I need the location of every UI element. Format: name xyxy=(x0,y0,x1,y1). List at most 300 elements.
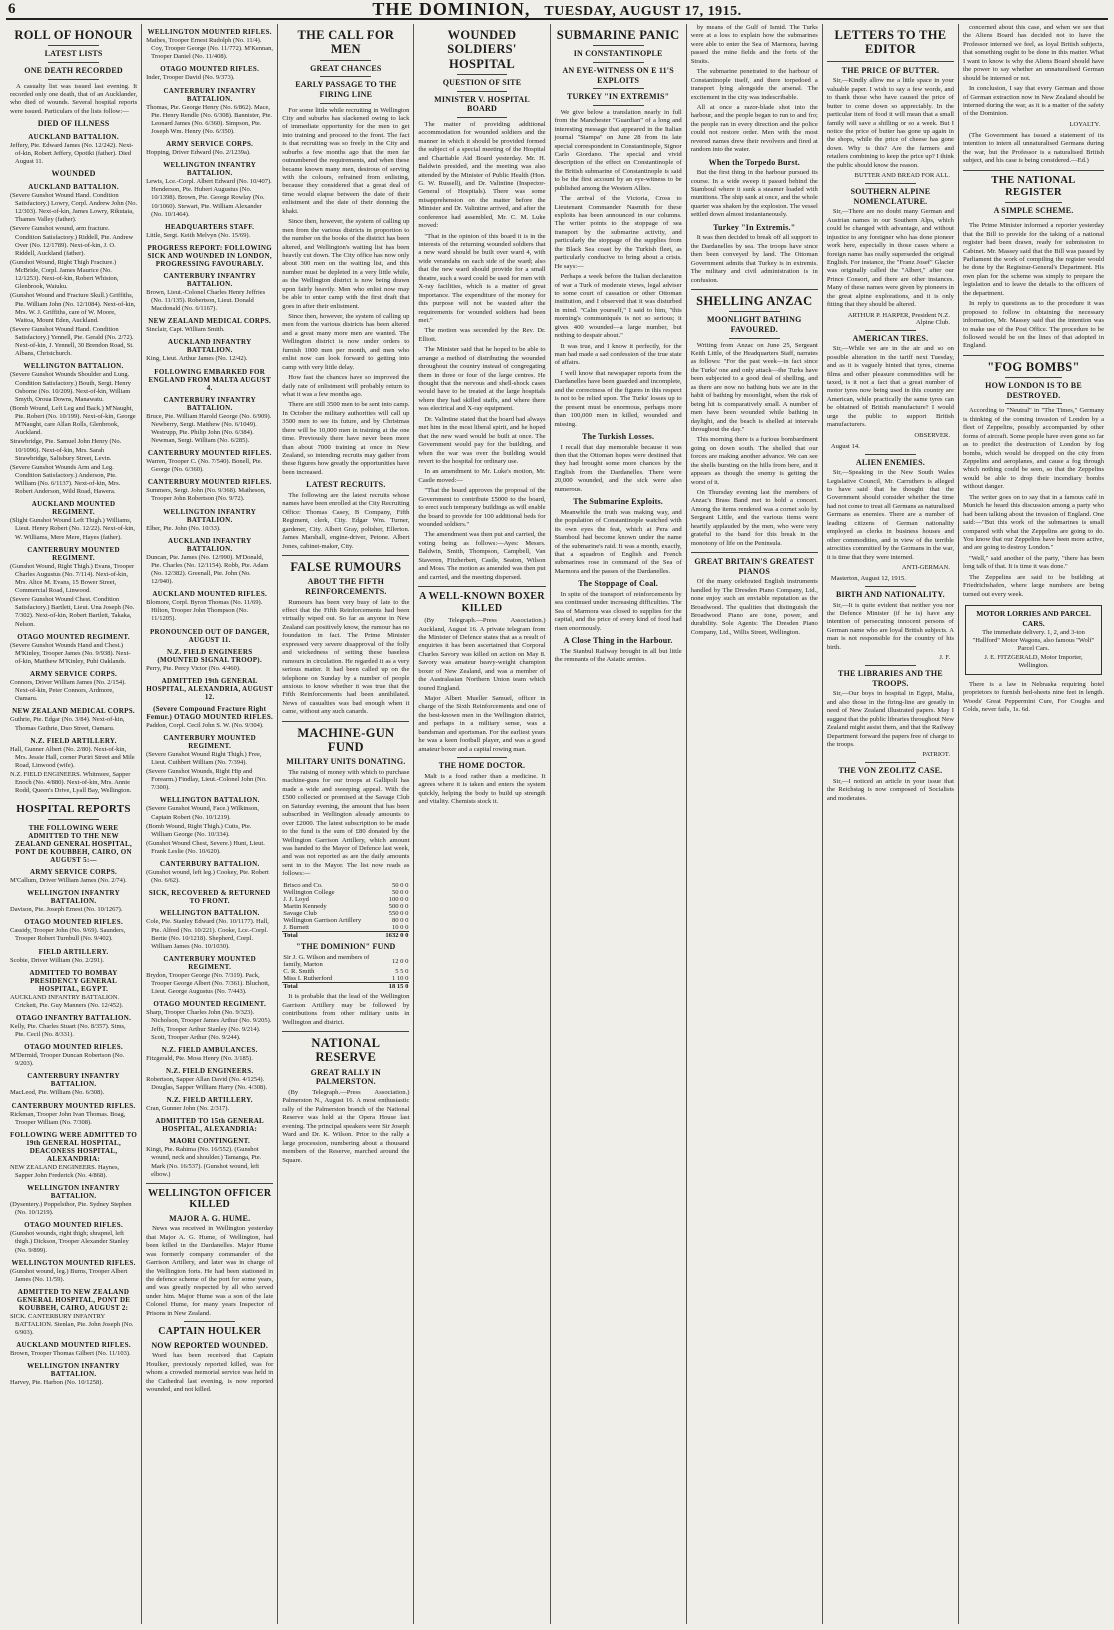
issue-date: TUESDAY, AUGUST 17, 1915. xyxy=(544,3,742,19)
admissions-list-2 xyxy=(146,272,273,364)
fund-row xyxy=(282,882,409,889)
simple-scheme-sub: A SIMPLE SCHEME. xyxy=(993,205,1074,215)
unit-heading: N.Z. FIELD AMBULANCES. xyxy=(161,1045,258,1054)
unit-heading: NEW ZEALAND MEDICAL CORPS. xyxy=(148,317,272,326)
turkish-losses-head: The Turkish Losses. xyxy=(582,431,655,441)
article-paragraph: Perhaps a week before the Italian declaration of war a Turk of moderate views, legal adviser to some court of cassation or other Ottoman institution, and I observed that it was disturbed in mind. "Calm yourself," I said to him, "this morning's communiqués is not so serious; it gives 400 wounded—a large number, but nothing to despair about." xyxy=(554,273,682,340)
casualty-entry: (Bomb Wound, Right Thigh.) Cutts, Pte. William George (No. 10/334). xyxy=(146,822,252,838)
unit-heading: N.Z. FIELD ENGINEERS. xyxy=(166,1066,254,1075)
latest-recruits-head: LATEST RECRUITS. xyxy=(306,480,386,490)
casualty-entry: (Severe Gunshot wound, arm fracture. Condition Satisfactory.) Riddell, Pte. Andrew Over (No. 12/1789). Next-of-kin, J. O. Riddell, Auckland (father). xyxy=(10,225,134,257)
submarine-exploits-head: The Submarine Exploits. xyxy=(573,497,663,507)
casualty-entry: (Gunshot Wound, Right Thigh.) Evans, Trooper Charles Augustus (No. 7/114). Next-of-kin, Mrs. Alice M. Evans, 15 Bower Street, Commercial Road, Linwood. xyxy=(10,562,135,594)
unit-heading: ARMY SERVICE CORPS. xyxy=(166,140,254,148)
article-paragraph: The Minister said that he hoped to be able to arrange a method of distributing the wounded throughout the country instead of congregating them in three or four of the large centres. He thought that the nervous and shell-shock cases would have to be treated at the large hospitals where they had skilled staffs, and where there was electrical and X-ray equipment. xyxy=(418,346,546,413)
unit-heading: CANTERBURY INFANTRY BATTALION. xyxy=(163,271,256,288)
unit-heading: WELLINGTON INFANTRY BATTALION. xyxy=(163,507,257,524)
unit-heading: WELLINGTON BATTALION. xyxy=(23,362,124,371)
admissions-list-3 xyxy=(146,396,273,624)
casualty-entry: AUCKLAND INFANTRY BATTALION. Crickett, Pte. Guy Manners (No. 12/452). xyxy=(10,993,124,1009)
casualty-entry: (Gunshot Wound, Right Thigh Fracture.) McBride, Corpl. James Maurice (No. 12/1253). Next-of-kin, Robert Whiston, Glenbrook, Waiuku. xyxy=(10,258,119,291)
great-chances-sub: GREAT CHANCES xyxy=(310,63,382,73)
unit-heading: CANTERBURY MOUNTED RIFLES. xyxy=(147,449,272,457)
unit-heading: AUCKLAND MOUNTED RIFLES. xyxy=(16,1341,131,1350)
divider xyxy=(457,91,508,92)
price-of-butter-text: Sir,—Kindly allow me a little space in your valuable paper. I wish to say a few words, and to thank those who have caused the price of butter to come down so appreciably. In the particular item of food it will mean that a small family will save a shilling or so a week. But I notice the price of butter has gone up again in the shops, while the price of cheese has gone down. Why is this? Are the farmers and retailers combining to keep the price up? I think the public should know the reason. xyxy=(826,77,954,169)
casualty-entry: Cole, Pte. Stanley Edward (No. 10/1177). Hall, Pte. Alfred (No. 10/221). Cooke, Lce.-Corpl. Bertie (No. 10/1218). Shepherd, Corpl. William James (No. 10/1030). xyxy=(146,918,269,950)
unit-heading: AUCKLAND MOUNTED RIFLES. xyxy=(152,590,268,599)
divider xyxy=(593,88,644,89)
casualty-entry: (Severe Gunshot Wound Hand. Condition Satisfactory.) Yennell, Pte. Gerald (No. 2/72). Next-of-kin, J. Yennell, 30 Brendon Road, St. Albans, Christchurch. xyxy=(10,325,134,358)
divider xyxy=(320,76,371,77)
motor-lorries-ad xyxy=(965,605,1102,675)
casualty-entry: Davison, Pte. Joseph Ernest (No. 10/1267). xyxy=(10,906,123,914)
false-rumours-title: FALSE RUMOURS xyxy=(290,560,402,574)
american-tires-head: AMERICAN TIRES. xyxy=(852,333,929,343)
fund-donor: Savage Club xyxy=(283,909,317,917)
turkey-extremis-head: Turkey "In Extremis." xyxy=(713,222,796,232)
latest-lists-subhead: LATEST LISTS xyxy=(44,49,103,59)
machine-gun-fund-text: The raising of money with which to purchase machine-guns for our troops at Gallipoli has made a wide and sweeping appeal. With the £500 collected or promised at the Savage Club on Saturday evening, the amount that has been subscribed in Wellington already amounts to over £2000. The latest subscription to be made to the fund is the sum of £80 donated by the Wellington Garrison Artillery, which amount was handed to the Mayor of Defence last week, and was not reported as are the daily amounts sent in to the Mayor. The list now reads as follows:— xyxy=(282,769,410,878)
column-6 xyxy=(687,24,823,1624)
letters-title: LETTERS TO THE EDITOR xyxy=(834,28,947,57)
submarine-panic-title: SUBMARINE PANIC xyxy=(556,28,680,42)
unit-heading: CANTERBURY MOUNTED RIFLES. xyxy=(147,478,272,487)
admissions-list-4 xyxy=(146,648,273,673)
casualty-entry: Sharp, Trooper Charles John (No. 9/323). Nicholson, Trooper James Arthur (No. 9/205). Jeffs, Trooper Arthur Stanley (No. 9/214). Scott, Trooper Arthur (No. 9/244). xyxy=(146,1009,272,1041)
casualty-entry: M'Callum, Driver William James (No. 2/74). xyxy=(10,877,127,885)
turkey-extremis-text: It was then decided to break off all support to the Dardanelles by sea. The troops have since then been conveyed by land. The Ottoman Government admits that Turkey is in extremis. The military and civil administration is in confusion. xyxy=(690,234,818,284)
turkish-losses-text: I recall that day memorable because it was then that the Ottoman hopes were destined that they had brought some more chances by the English from the Dardanelles. There were 20,000 wounded, and the sick were also numerous. xyxy=(554,443,682,493)
unit-heading: OTAGO MOUNTED RIFLES. xyxy=(24,918,124,927)
casualty-entry: Paddon, Corpl. Cecil John S. W. (No. 9/304). xyxy=(146,721,264,729)
question-of-site-sub: QUESTION OF SITE xyxy=(442,78,522,88)
casualty-entry: Duncan, Pte. James (No. 12/990). M'Donald, Pte. Charles (No. 12/1154). Robb, Pte. Adam (No. 12/382). Greenall, Pte. John (No. 12/940). xyxy=(146,553,269,585)
national-reserve-sub: GREAT RALLY IN PALMERSTON. xyxy=(310,1067,382,1087)
casualty-entry: Scobie, Driver William (No. 2/291). xyxy=(10,956,105,964)
moonlight-bathing-sub: MOONLIGHT BATHING FAVOURED. xyxy=(707,315,802,334)
divider xyxy=(320,60,371,61)
unit-heading: AUCKLAND INFANTRY BATTALION. xyxy=(167,536,252,553)
national-register-text: The Prime Minister informed a reporter yesterday that the Bill to provide for the taking of a national register had been drawn, ready for submission to Cabinet. Mr. Massey said that the Bill was passed by Parliament the work of compiling the register would be done by the Registrar-General's Department. His own plan for the scheme was simply to prepare the legislation and to leave the details to the officers of the department. xyxy=(962,222,1105,297)
unit-heading: FIELD ARTILLERY. xyxy=(38,947,109,956)
american-tires-text: Sir,—While we are in the air and so on possible alteration in the tariff next Tuesday, and as it is vaguely hinted that tyres, cinema films and other pleasure commodities will be taxed, is it not a fact that a great number of motor tyres now being used in this country are American, while practically the same tyres can be obtained of British manufacture? I would urge the public to support British manufacturers. xyxy=(826,345,954,429)
casualty-entry: Inder, Trooper David (No. 9/373). xyxy=(146,74,235,82)
tires-signature: OBSERVER. xyxy=(914,431,950,439)
unit-heading: AUCKLAND BATTALION. xyxy=(28,132,119,141)
unit-heading: OTAGO INFANTRY BATTALION. xyxy=(15,1013,132,1022)
zeolitz-head: THE VON ZEOLITZ CASE. xyxy=(838,766,943,776)
unit-heading: AUCKLAND MOUNTED REGIMENT. xyxy=(31,500,116,517)
officer-killed-sub: MAJOR A. G. HUME. xyxy=(169,1213,251,1223)
alien-signature: ANTI-GERMAN. xyxy=(901,563,950,571)
casualty-entry: King, Lieut. Arthur James (No. 12/42). xyxy=(146,355,248,363)
casualty-entry: (Severe Gunshot Wound Hand. Condition Satisfactory.) Lowry, Corpl. Andrew John (No. 12/303). Next-of-kin, James Lowry, Rikutaia, Thames Valley (father). xyxy=(10,191,138,224)
article-paragraph: The matter of providing additional accommodation for wounded soldiers and the manner in which it should be provided formed the subject of a special meeting of the Hospital and Charitable Aid Board yesterday. Mr. H. Baldwin presided, and the meeting was also attended by the Minister of Public Health (Hon. G. W. Russell), and Dr. Valintine (Inspector-General of Hospitals). There was some misapprehension on the matter before the Minister and Dr. Valintine arrived, and after the conference had assembled, Mr. C. M. Luke moved: xyxy=(418,120,546,230)
sick-recovered-head: SICK, RECOVERED & RETURNED TO FRONT. xyxy=(148,889,271,906)
hospital-title: WOUNDED SOLDIERS' HOSPITAL xyxy=(447,28,517,71)
unit-heading: WELLINGTON INFANTRY BATTALION. xyxy=(27,1362,121,1379)
casualty-entry: N.Z. FIELD ENGINEERS. Whitmore, Sapper Enoch (No. 4/880). Next-of-kin, Mrs. Annie Rodd, Queen's Drive, Lyall Bay, Wellington. xyxy=(10,771,132,795)
divider xyxy=(865,183,916,184)
one-death-subhead: ONE DEATH RECORDED xyxy=(24,65,123,75)
casualty-entry: (Gunshot Wound and Fracture Skull.) Griffiths, Pte. William John (No. 12/1084). Next-of-kin, Mrs. W. J. Griffiths, care of W. Moore, Waitoa, Mount Eden, Auckland. xyxy=(10,292,136,324)
casualty-entry: Thomas, Pte. George Henry (No. 6/862). Mace, Pte. Henry Rendle (No. 6/308). Bannister, Pte. Leonard James (No. 6/360). Simpson, Pte. Joseph Wm. Henry (No. 6/350). xyxy=(146,103,273,135)
unit-heading: CANTERBURY MOUNTED REGIMENT. xyxy=(163,954,256,971)
article-paragraph: In conclusion, I say that every German and those of German extraction now in New Zealand should be interned during the war, as it is a matter of the safety of the Dominion. xyxy=(962,85,1105,118)
masthead xyxy=(6,0,1108,20)
fund-row xyxy=(282,917,409,924)
casualty-entry: Warren, Trooper C. (No. 7/540). Bonell, Pte. George (No. 6/360). xyxy=(146,458,263,474)
fund-donor: Miss I. Rutherford xyxy=(283,975,333,983)
fund-note: It is probable that the lead of the Wellington Garrison Artillery may be followed by contributions from other military units in Wellington and district. xyxy=(282,993,410,1026)
article-paragraph: Dr. Valintine stated that the board had always met him in the most liberal spirit, and he hoped that the new ward would be built at once. The Government would pay for the building, and when the war was over the building would revert to the hospital for ordinary use. xyxy=(418,415,546,465)
fog-bombs-text-3: "Well," said another of the party, "there has been long talk of that. It is time it was done." xyxy=(962,554,1105,571)
masthead-center xyxy=(372,0,741,20)
fund-donor: C. R. Smith xyxy=(283,968,315,976)
casualty-entry: (Gunshot wounds, right thigh; shrapnel, left thigh.) Dickson, Trooper Alexander Stanley (No. 9/899). xyxy=(10,1230,129,1254)
admitted-15th-head: ADMITTED TO 15th GENERAL HOSPITAL, ALEXANDRIA: xyxy=(155,1117,265,1134)
casualty-entry: Sinclair, Capt. William Smith. xyxy=(146,326,225,334)
fund-row xyxy=(282,983,409,991)
call-for-men-body xyxy=(282,107,409,478)
casualty-entry: (Gunshot wound, left leg.) Cookey, Pte. Robert (No. 6/62). xyxy=(146,869,269,885)
article-paragraph: It was true, and I know it perfectly, for the man had made a sad confession of the true state of affairs. xyxy=(554,342,682,367)
hospital-intro: THE FOLLOWING WERE ADMITTED TO THE NEW ZEALAND GENERAL HOSPITAL, PONT DE KOUBBEH, CAIRO, ON AUGUST 5:— xyxy=(15,824,132,865)
fund-donor: J. J. Loyd xyxy=(283,895,309,903)
fund-row xyxy=(282,889,409,896)
fund-row xyxy=(282,931,409,939)
machine-gun-fund-title: MACHINE-GUN FUND xyxy=(297,725,395,755)
national-register-text-2: In reply to questions as to the procedure it was proposed to follow in obtaining the necessary information, Mr. Massey said that the intention was to make use of the Post Office. The procedure to be followed would be on the lines of that adopted in England. xyxy=(962,300,1105,350)
divider xyxy=(282,721,409,722)
unit-heading: N.Z. FIELD ARTILLERY. xyxy=(30,736,117,745)
butter-signature: BUTTER AND BREAD FOR ALL. xyxy=(854,172,950,180)
casualty-entry: (Severe Gunshot Wound Chest. Condition Satisfactory.) Bartlett, Lieut. Una Joseph (No. 7/302). Next-of-kin, Robert Bartlett, Takaka, Nelson. xyxy=(10,596,135,628)
fund-row xyxy=(282,896,409,903)
columns xyxy=(6,24,1108,1624)
divider xyxy=(593,105,644,106)
divider xyxy=(865,330,916,331)
divider xyxy=(184,1321,235,1322)
casualty-entry: Brydon, Trooper George (No. 7/319). Pack, Trooper George Albert (No. 7/361). Bluchott, Lieut. George Augustus (No. 7/443). xyxy=(146,971,270,996)
libraries-head: THE LIBRARIES AND THE TROOPS. xyxy=(838,669,943,688)
casualty-entry: Summers, Sergt. John (No. 9/368). Matheson, Trooper John Robertson (No. 9/72). xyxy=(146,487,266,503)
admissions-list-1 xyxy=(146,28,273,240)
casualty-entry: Bruce, Pte. William Harold George (No. 6/909). Newberry, Sergt. Matthew (No. 6/1049). Westrupp, Pte. Philip John (No. 6/384). Newman, Sergt. William (No. 6/285). xyxy=(146,412,272,444)
fund-amount: 5 5 0 xyxy=(395,968,409,976)
stoppage-of-coal-text: In spite of the transport of reinforcements by sea continued under increasing difficulties. The Sea of Marmora was closed to supplies for the capital, and the price of every kind of food had risen enormously. xyxy=(554,590,682,632)
casualty-entry: Rickman, Trooper John Ivan Thomas. Boag, Trooper William (No. 7/308). xyxy=(10,1110,126,1126)
column-3 xyxy=(278,24,414,1624)
fund-amount: 1 10 0 xyxy=(391,975,409,983)
unit-heading: CANTERBURY MOUNTED REGIMENT. xyxy=(163,733,256,750)
divider xyxy=(418,586,545,587)
divider xyxy=(146,1183,273,1184)
casualty-entry: Strawbridge, Pte. Samuel John Henry (No. 10/1096). Next-of-kin, Mrs. Sarah Strawbridge, Salisbury Street, Levin. xyxy=(10,438,122,462)
birth-nationality-text: Sir,—It is quite evident that neither you nor the Defence Minister (if he is) have any intention of persecuting innocent persons of German name who are loyal British subjects. A man is not responsible for the country of his birth. xyxy=(826,601,954,651)
casualty-entry: Hall, Gunner Albert (No. 2/80). Next-of-kin, Mrs. Jessie Hall, corner Puriri Street and Mile Road, Linwood (wife). xyxy=(10,745,135,769)
price-of-butter-head: THE PRICE OF BUTTER. xyxy=(841,65,940,75)
casualty-entry: Brown, Trooper Thomas Gilbert (No. 11/103). xyxy=(10,1350,131,1358)
divider xyxy=(691,289,818,290)
unit-heading: ARMY SERVICE CORPS. xyxy=(30,868,118,877)
libraries-signature: PATRIOT. xyxy=(922,751,950,759)
dominion-fund-head: "THE DOMINION" FUND xyxy=(296,941,396,951)
unit-heading: OTAGO MOUNTED RIFLES. xyxy=(24,1221,124,1230)
unit-heading: AUCKLAND BATTALION. xyxy=(28,182,119,191)
unit-heading: OTAGO MOUNTED RIFLES. xyxy=(160,65,260,74)
peppermint-cure-text: There is a law in Nebraska requiring hotel proprietors to furnish bed-sheets nine feet in length. Woods' Great Peppermint Cure, For Coughs and Colds, never fails, 1s. 6d. xyxy=(962,680,1105,714)
casualty-entry: Connors, Driver William James (No. 2/154). Next-of-kin, Peter Connors, Ardmore, Oamaru. xyxy=(10,679,126,703)
editor-note: (The Government has issued a statement of its intention to intern all unnaturalised Germans during the war, but the Professor is a naturalised British subject, and his case is being considered.—Ed.) xyxy=(962,131,1105,165)
unit-heading: WELLINGTON BATTALION. xyxy=(159,909,260,918)
pianos-text: Of the many celebrated English instruments handled by The Dresden Piano Company, Ltd., none enjoy such an enviable reputation as the Broadwood. The qualities that distinguish the Broadwood Piano are tone, power, and durability. Sole Agents: The Dresden Piano Company, Ltd., Willis Street, Wellington. xyxy=(690,578,818,636)
machine-gun-fund-sub: MILITARY UNITS DONATING. xyxy=(286,757,406,767)
admissions-list-7 xyxy=(146,1137,273,1179)
pianos-head: GREAT BRITAIN'S GREATEST PIANOS xyxy=(694,557,815,576)
unit-heading: CANTERBURY INFANTRY BATTALION. xyxy=(163,395,256,412)
divider xyxy=(1005,403,1061,404)
fund-amount: 50 0 0 xyxy=(391,888,409,896)
fund-donor: J. Burnett xyxy=(283,923,309,931)
wounded-list xyxy=(10,183,137,796)
casualty-entry: (Severe Gunshot Wounds, Right Hip and Forearm.) Findlay, Lieut.-Colonel John (No. 7/300). xyxy=(146,768,267,792)
call-for-men-title: THE CALL FOR MEN xyxy=(297,28,395,57)
casualty-entry: M'Dermid, Trooper Duncan Robertson (No. 9/203). xyxy=(10,1052,125,1068)
column-1 xyxy=(6,24,142,1624)
boxer-killed-text: (By Telegraph.—Press Association.) Auckland, August 16. A private telegram from the Minister of Defence states that as a result of enquiries it has been ascertained that Corporal Charles Savory was killed on action on May 8. Savory was amateur heavy-weight champion boxer of New Zealand, and was a member of the Australasian Northern Union team which toured England. xyxy=(418,617,546,692)
column-7 xyxy=(823,24,959,1624)
unit-heading: N.Z. FIELD ARTILLERY. xyxy=(166,1096,253,1105)
divider xyxy=(48,798,99,799)
unit-heading: WELLINGTON MOUNTED RIFLES. xyxy=(11,1258,136,1267)
hospital-body xyxy=(418,121,545,582)
fund-row xyxy=(282,910,409,917)
casualty-entry: SICK. CANTERBURY INFANTRY BATTALION. Stenlan, Pte. John Joseph (No. 6/903). xyxy=(10,1312,134,1337)
torpedo-burst-head: When the Torpedo Burst. xyxy=(708,157,800,167)
fog-bombs-text-2: The writer goes on to say that in a famous café in Munich he heard this discussion among a party who had been talking about the invasion of England. One said:—"But this work of the submarines is small compared with what the Zeppelins are going to do. You know that our Zeppelins have been more active, and are going to destroy London." xyxy=(962,493,1105,552)
fund-amount: 10 0 0 xyxy=(391,923,409,931)
shelling-anzac-title: SHELLING ANZAC xyxy=(696,294,813,308)
early-passage-sub: EARLY PASSAGE TO THE FIRING LINE xyxy=(295,80,397,99)
casualty-entry: (Slight Gunshot Wound Left Thigh.) Williams, Lieut. Henry Robert (No. 12/22). Next-of-kin, W. Williams, Mere Mere, Hayes (father). xyxy=(10,517,136,541)
fund-amount: 100 0 0 xyxy=(388,895,409,903)
column-2 xyxy=(142,24,278,1624)
casualty-entry: Little, Sergt. Keith Melvyn (No. 15/69). xyxy=(146,231,251,239)
wounded-head: WOUNDED xyxy=(51,169,96,179)
article-paragraph: The motion was seconded by the Rev. Dr. Elliott. xyxy=(418,327,546,343)
article-paragraph: Since then, however, the system of calling up men from the various districts has been altered and a great many more men are wanted. The Wellington district is now under orders to furnish 1000 men per month, and men who enlist now can look forward to getting into camp with very little delay. xyxy=(282,313,410,371)
divider xyxy=(1005,218,1061,219)
submarine-continued xyxy=(691,24,818,155)
article-paragraph: I well know that newspaper reports from the Dardanelles have been guarded and incomplete, and the correctness of the figures in this respect is not to be relied upon. The Turks' losses up to the present must be enormous, perhaps more than 100,000 men in killed, wounded and missing. xyxy=(554,369,682,428)
article-paragraph: The amendment was then put and carried, the voting being as follows:—Ayes: Messrs. Baldwin, Smith, Thompson, Campbell, Van Staveren, Fitzherbert, Castle, Seaton, Wilson and Moss. The motion as amended was then put and carried, and the meeting dispersed. xyxy=(418,531,546,581)
boxer-killed-title: A WELL-KNOWN BOXER KILLED xyxy=(419,591,545,614)
casualty-entry: Perry, Pte. Percy Victor (No. 4/460). xyxy=(146,664,241,672)
unit-heading: OTAGO MOUNTED REGIMENT. xyxy=(153,1000,267,1009)
major-samuel-text: Major Albert Mueller Samuel, officer in charge of the Sixth Reinforcements and one of the best-known men in the Wellington district, and perhaps in a military sense, was a bandsman and sportsman. For the earliest years he was a keen football player, and was a good amateur boxer and a capital rowing man. xyxy=(418,695,546,753)
embarked-head: FOLLOWING EMBARKED FOR ENGLAND FROM MALTA AUGUST 4. xyxy=(148,367,271,392)
fund-donor: Total xyxy=(282,983,387,991)
fund-amount: 12 0 0 xyxy=(391,957,409,965)
casualty-entry: Guthrie, Pte. Edgar (No. 3/84). Next-of-kin, Thomas Guthrie, Duo Street, Oamaru. xyxy=(10,716,125,732)
alpine-text: Sir,—There are no doubt many German and Austrian names in our Southern Alps, which could be changed with advantage, and without injustice to any foreigner who has done pioneer work here, especially in those cases where a foreign name has really superseded the original English. For instance, the "Franz Josef" Glacier was originally called the "Albert," after our Prince Consort, and there are other instances. Many of these names were given by pioneers in the great alpine explorations, and it is only fitting that they should be altered. xyxy=(826,208,954,309)
divider xyxy=(865,454,916,455)
fund-donor: Martin Kennedy xyxy=(283,902,327,910)
minister-board-sub: MINISTER V. HOSPITAL BOARD xyxy=(434,94,530,114)
motor-lorries-ad-title: MOTOR LORRIES AND PARCEL CARS. xyxy=(976,609,1091,628)
divider xyxy=(963,170,1104,171)
article-paragraph: "That the board approves the proposal of the Government to contribute £5000 to the board, to erect such temporary buildings as will enable the board to provide for 100 additional beds for wounded soldiers." xyxy=(418,487,546,529)
casualty-entry: (Bomb Wound, Left Leg and Back.) M'Naught, Pte. Robert (No. 10/199). Next-of-kin, George M'Naught, care Allan Rolls, Glenbrook, Auckland. xyxy=(10,404,136,437)
divider xyxy=(963,355,1104,356)
article-paragraph: Since then, however, the system of calling up men from the various districts in proportion to the number on the books of the district has been altered, and Wellington's waiting list has been heavily cut down. The City office has now only about 300 men on the waiting list, and this number must be depleted in a very little while, as the Wellington district is now being drawn upon fairly heavily. Men who enlist now may be able to enter camp with the first draft that goes in after their enlistment. xyxy=(282,218,410,310)
unit-heading: NEW ZEALAND MEDICAL CORPS. xyxy=(12,707,135,716)
unit-heading: N.Z. FIELD ENGINEERS (MOUNTED SIGNAL TROOP). xyxy=(157,647,262,664)
close-thing-head: A Close Thing in the Harbour. xyxy=(563,636,673,646)
captain-houlker-sub: NOW REPORTED WOUNDED. xyxy=(151,1340,269,1350)
fund-amount: 50 0 0 xyxy=(391,881,409,889)
fog-bombs-sub: HOW LONDON IS TO BE DESTROYED. xyxy=(985,381,1082,400)
fund-amount: 500 0 0 xyxy=(388,902,409,910)
shelling-anzac-text: Writing from Anzac on June 25, Sergeant Keith Little, of the Headquarters Staff, narrates as follows: "For the past week—in fact since the Turks' one and only attack—the Turks have been subjected to a good deal of shelling, and as there are now no bathing huts we are in the habit of bathing by moonlight, when the risk of being hit is comparatively small. A number of men have been wounded while bathing in daylight, and the beach is shelled at intervals throughout the day." xyxy=(690,341,818,433)
latest-recruits-text: The following are the latest recruits whose names have been enrolled at the City Recruiting Office: Thomas Casey, B Company, Fifth Regiment, clerk, City. Edgar Wm. Turner, gardener, City. Albert Gray, polisher, Ellerton. James Marshall, engine-driver, Petone. Albert Jones, cabinet-maker, City. xyxy=(282,491,410,550)
article-paragraph: All at once a razor-blade shot into the harbour, and the people began to run to and fro; the people ran in every direction and the police could not restore order. Men with the most revered names drew their revolvers and fired at random into the water. xyxy=(690,103,818,154)
fund-row xyxy=(282,903,409,910)
casualty-entry: (Severe Gunshot Wound Right Thigh.) Free, Lieut. Cuthbert William (No. 7/394). xyxy=(146,750,262,766)
admitted-19th-head: ADMITTED 19th GENERAL HOSPITAL, ALEXANDRIA, AUGUST 12. xyxy=(146,676,274,701)
divider xyxy=(48,79,99,80)
unit-heading: HEADQUARTERS STAFF. xyxy=(165,222,255,231)
stoppage-of-coal-head: The Stoppage of Coal. xyxy=(578,579,659,589)
fund-amount: 1632 0 0 xyxy=(379,931,409,939)
divider xyxy=(865,762,916,763)
out-of-danger-head: PRONOUNCED OUT OF DANGER, AUGUST 11. xyxy=(149,627,270,644)
divider xyxy=(593,62,644,63)
casualty-entry: NEW ZEALAND ENGINEERS. Haynes, Sapper John Frederick (No. 4/868). xyxy=(10,1163,120,1179)
unit-heading: OTAGO MOUNTED REGIMENT. xyxy=(17,632,130,641)
divider xyxy=(48,45,99,46)
tires-date: August 14. xyxy=(830,442,860,450)
fund-donor: Wellington Garrison Artillery xyxy=(283,916,362,924)
fund-amount: 80 0 0 xyxy=(391,916,409,924)
progress-report-head: PROGRESS REPORT: FOLLOWING SICK AND WOUNDED IN LONDON, PROGRESSING FAVOURABLY. xyxy=(147,243,272,268)
article-paragraph: concerned about this case, and when we see that the Aliens Board has decided not to have the Professor interned we feel, as loyal British subjects, that something ought to be done in this matter. What I want to know is why the Aliens Board should have the power to say whether an unnaturalised German should be interned or not. xyxy=(962,24,1105,82)
fund-row xyxy=(282,954,409,968)
fog-bombs-text: According to "Neutral" in "The Times," Germany is thinking of the coming invasion of London by a fleet of Zeppelins, possibly accompanied by other forms of aircraft. Some people have even gone so far as to predict the destruction of London by fog bombs, which would be dropped on the city from Zeppelins and aeroplanes, and cause a fog through which nothing could be seen, so that the Zeppelins would be able to drop their incendiary bombs without danger. xyxy=(962,407,1105,491)
article-paragraph: In an amendment to Mr. Luke's motion, Mr. Castle moved:— xyxy=(418,468,546,484)
fog-bombs-text-4: The Zeppelins are said to be building at Friedrichshafen, where large numbers are being turned out every week. xyxy=(962,573,1105,598)
fund-amount: 18 15 0 xyxy=(388,983,409,991)
shelling-anzac-text-2: This morning there is a furious bombardment going on down south. The shelled that our forces are making another advance. We can see the shells bursting on the hills from here, and it appears as though the enemy is getting the worst of it. xyxy=(690,436,818,486)
fund-row xyxy=(282,924,409,932)
article-paragraph: "That in the opinion of this board it is in the interests of the returning wounded soldiers that a new ward should be built over ward 4, with wide verandahs on each side of the ward; also that the new ward should provide for a small theatre, such a ward could be used for men with X-ray facilities, which is a matter of great importance. The expenditure of the money for this purpose will not be wasted after the requirements for wounded soldiers had been met." xyxy=(418,232,546,324)
article-paragraph: We give below a translation nearly in full from the Manchester "Guardian" of a long and interesting message that appeared in the Italian journal "Stampa" on June 28 from its late special correspondent in Constantinople, Signor Carlo Giordano. The special and vivid description of the effect on Constantinople of the British submarine of Constantinople is said to be the first account by an eye-witness to be published among the Western Allies. xyxy=(554,108,682,192)
casualty-entry: Kelly, Pte. Charles Stuart (No. 8/357). Sims, Pte. Cecil (No. 8/331). xyxy=(10,1022,126,1039)
died-list xyxy=(10,133,137,166)
article-paragraph: For some little while recruiting in Wellington City and suburbs has slackened owing to lack of immediate opportunity for the men to get into training and proceed to the front. The fact is that recruiting was so freely in the City and suburbs a few months ago that the men far outnumbered the requirements, and when these became known many men, desirous of serving with the colours, refrained from enlisting, because they considered that a great deal of time would elapse between the date of their enlistment and the date of their donning the khaki. xyxy=(282,106,410,215)
divider xyxy=(48,819,99,820)
divider xyxy=(729,311,780,312)
false-rumours-text: Rumours has been very busy of late to the effect that the Fifth Reinforcements had been virtually wiped out. So far as anyone in New Zealand can positively know, the rumour has no foundation in fact. The Prime Minister expressed very severe disapproval of the folly and wickedness of setting these baseless rumours in circulation. He regarded it as a very serious matter. It had been called up on the telephone on Sunday by a number of people anxious to know whether it was true that the Fifth Reinforcements had been annihilated. News of casualties was bad enough when it came, without any such canards. xyxy=(282,598,410,716)
divider xyxy=(320,103,371,104)
roll-intro: A casualty list was issued last evening. It recorded only one death, that of an Aucklander, who died of wounds. Several hospital reports were issued. Particulars of the lists follow:— xyxy=(10,82,138,115)
unit-heading: ADMITTED TO NEW ZEALAND GENERAL HOSPITAL, PONT DE KOUBBEH, CAIRO, AUGUST 2: xyxy=(16,1287,131,1312)
unit-heading: (Severe Compound Fracture Right Femur.) OTAGO MOUNTED RIFLES. xyxy=(146,704,274,721)
column-8 xyxy=(959,24,1108,1624)
zeolitz-text: Sir,—I noticed an article in your issue that the Reichstag is now composed of Socialists and moderates. xyxy=(826,778,954,802)
motor-lorries-ad-text: The immediate delivery. 1, 2, and 3-ton "Hallford" Motor Wagons, also famous "Wolf" Parcel Cars. xyxy=(972,628,1095,653)
constantinople-sub: IN CONSTANTINOPLE xyxy=(573,49,663,59)
unit-heading: OTAGO MOUNTED RIFLES. xyxy=(24,1043,124,1052)
roll-of-honour-title: ROLL OF HONOUR xyxy=(14,28,133,42)
officer-killed-head: WELLINGTON OFFICER KILLED xyxy=(148,1187,272,1211)
motor-lorries-ad-signature: J. E. FITZGERALD, Motor Importer, Wellington. xyxy=(984,653,1083,670)
casualty-entry: Kingi, Pte. Rahima (No. 16/552). (Gunshot wound, neck and shoulder.) Tamanga, Pte. Mark (No. 16/537). (Gunshot wound, left elbow.) xyxy=(146,1146,262,1178)
national-reserve-title: NATIONAL RESERVE xyxy=(311,1036,381,1065)
fog-bombs-title: "FOG BOMBS" xyxy=(987,359,1080,374)
fund-donor: Brisco and Co. xyxy=(283,881,323,889)
casualty-entry: Robertson, Sapper Allan David (No. 4/1254). Douglas, Sapper William Harry (No. 4/308). xyxy=(146,1075,268,1091)
casualty-entry: (Severe Gunshot Wounds Hand and Chest.) M'Kinley, Trooper James (No. 9/938). Next-of-kin, Matthew M'Kinley, Puhi Oaklands. xyxy=(10,641,131,665)
casualty-entry: Blomore, Corpl. Byron Thomas (No. 11/69). Hilton, Trooper John Thompson (No. 11/1205). xyxy=(146,599,263,623)
unit-heading: CANTERBURY MOUNTED REGIMENT. xyxy=(27,545,120,562)
newspaper-name: THE DOMINION, xyxy=(372,0,531,19)
casualty-entry: Brown, Lieut.-Colonel Charles Henry Jeffries (No. 11/135). Robertson, Lieut. Donald Macdonald (No. 6/1167). xyxy=(146,288,266,313)
submarine-body xyxy=(555,109,682,429)
article-paragraph: The arrival of the Victoria, Cross to Lieutenant Commander Nasmith for these exploits has been announced in our columns. The writer points to the stoppage of sea transport by the submarine activity, and particularly the stoppage of the supplies from the Black Sea coast by the Turkish fleet, as particularly conducive to bring about a crisis. He says:— xyxy=(554,195,682,270)
casualty-entry: Hopping, Driver Edward (No. 2/1239a). xyxy=(146,149,251,156)
column-5 xyxy=(551,24,687,1624)
divider xyxy=(1005,202,1061,203)
fund-donor: Sir J. G. Wilson and members of family, Marton xyxy=(283,954,370,969)
unit-heading: ARMY SERVICE CORPS. xyxy=(30,670,118,678)
unit-heading: MAORI CONTINGENT. xyxy=(169,1137,251,1146)
fund-donor: Wellington College xyxy=(283,888,335,896)
died-of-illness-head: DIED OF ILLNESS xyxy=(37,119,110,129)
fund-table xyxy=(282,882,409,939)
fund-row xyxy=(282,975,409,983)
loyalty-signature: LOYALTY. xyxy=(1069,120,1101,128)
divider xyxy=(827,61,954,62)
article-paragraph: How fast the chances have so improved the daily rate of enlistment will probably return to what it was a few months ago. xyxy=(282,374,410,398)
casualty-entry: Jeffery, Pte. Edward James (No. 12/242). Next-of-kin, Robert Jeffery, Opotiki (father). Died August 11. xyxy=(10,141,134,166)
turkey-extremis-sub: TURKEY "IN EXTREMIS" xyxy=(566,92,670,102)
close-thing-text: The Stanbul Railway brought in all but little the remnants of the Asiatic armies. xyxy=(554,647,682,664)
fund-amount: 550 0 0 xyxy=(388,909,409,917)
officer-killed-text: News was received in Wellington yesterday that Major A. G. Hume, of Wellington, had been killed in the Dardanelles. Major Hume was formerly company commander of the Garrison Artillery, and later was in charge of the Wellington forts. He had been stationed in the defence scheme of the port for some years, and was greatly respected by all who served under him. Major Hume was a son of the late Colonel Hume, for many years Inspector of Prisons in New Zealand. xyxy=(146,1225,274,1317)
admissions-list-6 xyxy=(146,909,273,1113)
divider xyxy=(282,1031,409,1032)
unit-heading: WELLINGTON INFANTRY BATTALION. xyxy=(163,161,257,178)
unit-heading: WELLINGTON INFANTRY BATTALION. xyxy=(27,1184,121,1201)
column-4 xyxy=(414,24,550,1624)
article-paragraph: The submarine penetrated to the harbour of Constantinople itself, and there torpedoed a transport lying alongside the arsenal. The excitement in the city was indescribable. xyxy=(690,68,818,101)
unit-heading: WELLINGTON MOUNTED RIFLES. xyxy=(147,28,272,36)
casualty-entry: (Dysentery.) Poppelsthor, Pte. Sydney Stephen (No. 10/1219). xyxy=(10,1201,132,1217)
alien-date: Masterton, August 12, 1915. xyxy=(830,574,906,582)
casualty-entry: MacLeod, Pte. William (No. 6/308). xyxy=(10,1089,105,1097)
divider xyxy=(691,552,818,553)
casualty-entry: Mathes, Trooper Ernest Rudolph (No. 11/4). Coy, Trooper George (No. 11/772). M'Kennan, Trooper Daniel (No. 11/408). xyxy=(146,37,274,61)
unit-heading: CANTERBURY INFANTRY BATTALION. xyxy=(27,1072,120,1089)
captain-houlker-text: Word has been received that Captain Houlker, previously reported killed, was for whom a crowded memorial service was held in the Cathedral last evening, is now reported wounded, and not killed. xyxy=(146,1352,274,1393)
dominion-fund-table xyxy=(282,954,409,990)
casualty-entry: Lewis, Lce.-Corpl. Albert Edward (No. 10/407). Henderson, Pte. Hubert Augustus (No. 10/1398). Brown, Pte. George Rowlay (No. 10/1060). Stewart, Pte. William Alexander (No. 10/1464). xyxy=(146,178,272,218)
home-doctor-head: THE HOME DOCTOR. xyxy=(438,761,526,771)
torpedo-burst-text: But the first thing in the harbour pursued its course. In a wide sweep it passed behind the Stamboul where it sunk a steamer loaded with munitions. The ship sank at once, and the whole quarter was shaken by the explosion. The vessel settled down almost instantaneously. xyxy=(690,169,818,219)
